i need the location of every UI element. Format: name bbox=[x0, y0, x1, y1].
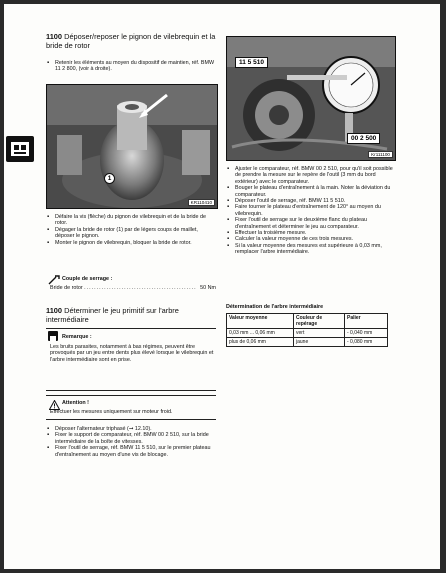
section1-number: 1100 bbox=[46, 32, 63, 41]
list-item: ▪ Monter le pignon de vilebrequin, bloquer la bride de rotor. bbox=[46, 240, 216, 246]
engine-section-tab-icon bbox=[6, 136, 34, 162]
photo-dial-gauge bbox=[226, 36, 396, 161]
torque-item: Bride de rotor bbox=[50, 285, 83, 291]
list-item: ▪ Fixer l'outil de serrage, réf. BMW 11 5 510, sur le premier plateau d'entraînement au moyen d'une vis de blocage. bbox=[46, 445, 216, 458]
note-icon bbox=[48, 331, 58, 341]
list-item: ▪ Bouger le plateau d'entraînement à la main. Noter la déviation du comparateur. bbox=[226, 185, 396, 198]
table-heading: Détermination de l'arbre intermédiaire bbox=[226, 304, 324, 310]
table-cell: vert bbox=[294, 329, 345, 338]
attention-text: Effectuer les mesures uniquement sur moteur froid. bbox=[50, 409, 173, 415]
section2-title: Déterminer le jeu primitif sur l'arbre intermédiaire bbox=[46, 306, 179, 324]
table-row bbox=[227, 338, 388, 347]
list-item: ▪ Déposer l'alternateur triphasé (➞ 12.10). bbox=[46, 426, 216, 432]
section1-title: Déposer/reposer le pignon de vilebrequin et la bride de rotor bbox=[46, 32, 216, 50]
photo2-ref: Kr111100 bbox=[368, 151, 393, 158]
torque-value: 50 Nm bbox=[200, 285, 216, 291]
photo2-tool-b: 00 2 500 bbox=[347, 133, 380, 144]
warning-icon bbox=[49, 397, 60, 407]
photo1-ref: KR110410 bbox=[188, 199, 215, 206]
table-cell: jaune bbox=[294, 338, 345, 347]
section2-heading bbox=[46, 306, 216, 324]
photo2-tool-a: 11 5 510 bbox=[235, 57, 268, 68]
steps2-list bbox=[46, 426, 216, 458]
torque-row: Bride de rotor ............................................. 50 Nm bbox=[50, 285, 216, 291]
list-item: ▪ Ajuster le comparateur, réf. BMW 00 2 510, pour qu'il soit possible de prendre la mesure sur le repère de l'outil (3 mm du bord extérieur) avec le comparateur. bbox=[226, 166, 396, 185]
table-cell: - 0,080 mm bbox=[345, 338, 388, 347]
attention-label: Attention ! bbox=[62, 400, 89, 406]
table-header-cell: Valeur moyenne bbox=[227, 314, 294, 329]
section1-bullets bbox=[46, 60, 216, 73]
list-item: ▪ Fixer l'outil de serrage sur le deuxième flanc du plateau d'entraînement et déterminer le jeu au comparateur. bbox=[226, 217, 396, 230]
steps3-list bbox=[226, 166, 396, 256]
section1-heading bbox=[46, 32, 216, 50]
list-item: ▪ Fixer le support de comparateur, réf. BMW 00 2 510, sur la bride intermédiaire de la boîte de vitesses. bbox=[46, 432, 216, 445]
engine-photo-illustration bbox=[47, 85, 217, 208]
section2-number: 1100 bbox=[46, 306, 63, 315]
wrench-icon bbox=[48, 272, 60, 282]
table-cell: - 0,040 mm bbox=[345, 329, 388, 338]
divider bbox=[46, 419, 216, 420]
steps1-list bbox=[46, 214, 216, 246]
remark-text: Les bruits parasites, notamment à bas régimes, peuvent être provoqués par un jeu entre dents plus élevé lorsque le vilebrequin et l'arbre intermédiaire sont en prise. bbox=[50, 344, 214, 363]
list-item: ▪ Effectuer la troisième mesure. bbox=[226, 230, 396, 236]
table-cell: plus de 0,06 mm bbox=[227, 338, 294, 347]
table-row bbox=[227, 329, 388, 338]
list-item: ▪ Défaire la vis (flèche) du pignon de vilebrequin et de la bride de rotor. bbox=[46, 214, 216, 227]
list-item: ▪ Retenir les éléments au moyen du dispositif de maintien, réf. BMW 11 2 800, (voir à droite). bbox=[46, 60, 216, 73]
table-header-cell: Palier bbox=[345, 314, 388, 329]
photo-crankshaft-sprocket bbox=[46, 84, 218, 209]
divider bbox=[46, 395, 216, 396]
list-item: ▪ Si la valeur moyenne des mesures est supérieure à 0,03 mm, remplacer l'arbre intermédiaire. bbox=[226, 243, 396, 256]
list-item: ▪ Faire tourner le plateau d'entraînement de 120° au moyen du vilebrequin. bbox=[226, 204, 396, 217]
list-item: ▪ Déposer l'outil de serrage, réf. BMW 11 5 510. bbox=[226, 198, 396, 204]
table-cell: 0,03 mm ... 0,06 mm bbox=[227, 329, 294, 338]
manual-page bbox=[4, 4, 440, 569]
determination-table bbox=[226, 313, 388, 347]
table-header-row bbox=[227, 314, 388, 329]
photo1-callout-label: 1 bbox=[104, 173, 115, 184]
list-item: ▪ Calculer la valeur moyenne de ces trois mesures. bbox=[226, 236, 396, 242]
divider bbox=[46, 328, 216, 329]
torque-heading: Couple de serrage : bbox=[62, 276, 113, 282]
remark-label: Remarque : bbox=[62, 334, 92, 340]
list-item: ▪ Dégager la bride de rotor (1) par de légers coups de maillet, déposer le pignon. bbox=[46, 227, 216, 240]
table-header-cell: Couleur de repérage bbox=[294, 314, 345, 329]
divider bbox=[46, 390, 216, 391]
